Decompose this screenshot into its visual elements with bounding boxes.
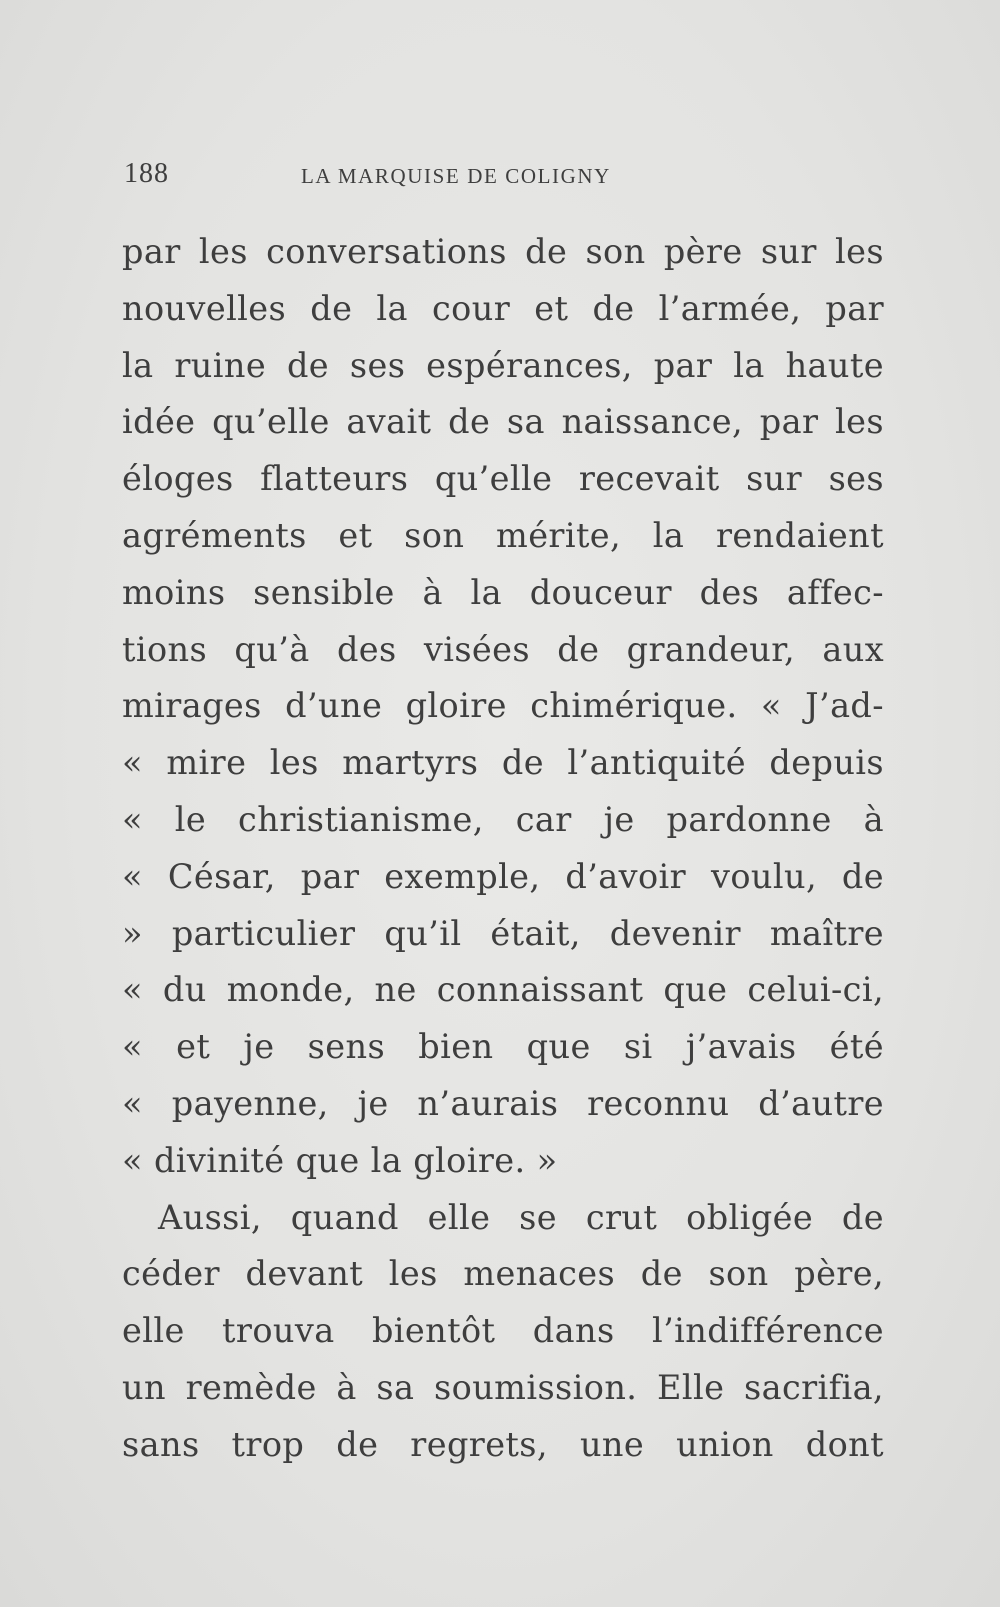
text-line: « payenne, je n’aurais reconnu d’autre bbox=[122, 1083, 884, 1123]
page-number: 188 bbox=[124, 158, 169, 189]
text-line-paragraph-end: « divinité que la gloire. » bbox=[122, 1140, 558, 1180]
text-line: « le christianisme, car je pardonne à bbox=[122, 799, 884, 839]
text-line: « et je sens bien que si j’avais été bbox=[122, 1027, 884, 1067]
text-line: sans trop de regrets, une union dont bbox=[122, 1424, 884, 1464]
text-line: tions qu’à des visées de grandeur, aux bbox=[122, 629, 884, 669]
text-line: un remède à sa soumission. Elle sacrifia, bbox=[122, 1367, 884, 1407]
page-header bbox=[124, 158, 724, 194]
text-line: « mire les martyrs de l’antiquité depuis bbox=[122, 743, 884, 783]
text-line: « César, par exemple, d’avoir voulu, de bbox=[122, 856, 884, 896]
text-line: céder devant les menaces de son père, bbox=[122, 1254, 884, 1294]
text-line: » particulier qu’il était, devenir maître bbox=[122, 913, 884, 953]
text-line: agréments et son mérite, la rendaient bbox=[122, 515, 884, 555]
text-line: mirages d’une gloire chimérique. « J’ad- bbox=[122, 686, 884, 726]
text-line-paragraph-start: Aussi, quand elle se crut obligée de bbox=[158, 1197, 884, 1237]
text-line: elle trouva bientôt dans l’indifférence bbox=[122, 1311, 884, 1351]
text-line: « du monde, ne connaissant que celui-ci, bbox=[122, 970, 884, 1010]
text-line: par les conversations de son père sur les bbox=[122, 232, 884, 271]
text-line: nouvelles de la cour et de l’armée, par bbox=[122, 288, 884, 328]
text-line: moins sensible à la douceur des affec- bbox=[122, 572, 884, 612]
text-line: éloges flatteurs qu’elle recevait sur ses bbox=[122, 459, 884, 499]
text-line: la ruine de ses espérances, par la haute bbox=[122, 345, 884, 385]
running-title: LA MARQUISE DE COLIGNY bbox=[301, 164, 611, 188]
text-line: idée qu’elle avait de sa naissance, par les bbox=[122, 402, 884, 442]
body-text bbox=[122, 224, 884, 1474]
